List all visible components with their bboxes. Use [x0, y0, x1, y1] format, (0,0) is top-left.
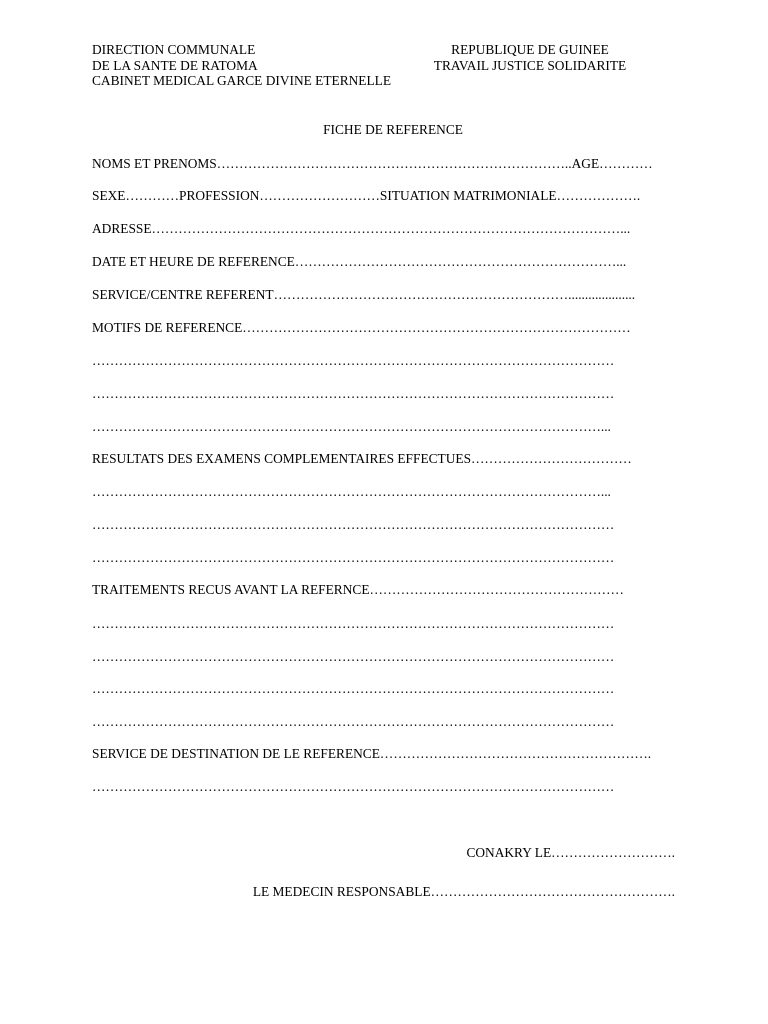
form-title: FICHE DE REFERENCE	[323, 122, 463, 137]
field-conakry-le[interactable]: CONAKRY LE……………………….	[466, 845, 675, 860]
field-service-centre-referent[interactable]: SERVICE/CENTRE REFERENT…………………………………………………………....................	[92, 287, 636, 302]
field-motifs-line-2[interactable]: ………………………………………………………………………………………………………	[92, 386, 615, 401]
field-traitements-line-1[interactable]: ………………………………………………………………………………………………………	[92, 616, 615, 631]
field-noms-prenoms-age[interactable]: NOMS ET PRENOMS……………………………………………………………………..AGE…………	[92, 156, 653, 171]
header-devise: TRAVAIL JUSTICE SOLIDARITE	[433, 57, 627, 73]
header-sante-ratoma: DE LA SANTE DE RATOMA	[92, 57, 258, 73]
field-medecin-responsable[interactable]: LE MEDECIN RESPONSABLE……………………………………………….	[252, 884, 675, 899]
field-traitements-line-3[interactable]: ………………………………………………………………………………………………………	[92, 681, 615, 696]
field-destination-line-1[interactable]: ………………………………………………………………………………………………………	[92, 779, 615, 794]
field-service-destination[interactable]: SERVICE DE DESTINATION DE LE REFERENCE…………………………………………………….	[92, 746, 652, 761]
field-resultats-examens[interactable]: RESULTATS DES EXAMENS COMPLEMENTAIRES EFFECTUES………………………………	[92, 451, 632, 466]
field-adresse[interactable]: ADRESSE……………………………………………………………………………………………...	[92, 221, 631, 236]
field-resultats-line-2[interactable]: ………………………………………………………………………………………………………	[92, 517, 615, 532]
field-motifs-line-3[interactable]: ……………………………………………………………………………………………………...	[92, 419, 611, 434]
field-sexe-profession-situation[interactable]: SEXE…………PROFESSION………………………SITUATION MATRIMONIALE……………….	[92, 188, 641, 203]
field-date-heure-reference[interactable]: DATE ET HEURE DE REFERENCE………………………………………………………………...	[92, 254, 627, 269]
field-traitements-line-2[interactable]: ………………………………………………………………………………………………………	[92, 649, 615, 664]
header-direction-communale: DIRECTION COMMUNALE	[92, 42, 256, 57]
field-resultats-line-1[interactable]: ……………………………………………………………………………………………………...	[92, 484, 611, 499]
field-traitements-line-4[interactable]: ………………………………………………………………………………………………………	[92, 714, 615, 729]
field-traitements-recus[interactable]: TRAITEMENTS RECUS AVANT LA REFERNCE…………………………………………………	[92, 582, 624, 597]
field-motifs-line-1[interactable]: ………………………………………………………………………………………………………	[92, 353, 615, 368]
header-republique: REPUBLIQUE DE GUINEE	[451, 42, 609, 57]
field-motifs-reference[interactable]: MOTIFS DE REFERENCE……………………………………………………………………………	[92, 320, 631, 335]
header-left-block	[92, 42, 391, 89]
header-cabinet-medical: CABINET MEDICAL GARCE DIVINE ETERNELLE	[92, 73, 392, 88]
header-right-block	[420, 42, 640, 73]
field-resultats-line-3[interactable]: ………………………………………………………………………………………………………	[92, 550, 615, 565]
